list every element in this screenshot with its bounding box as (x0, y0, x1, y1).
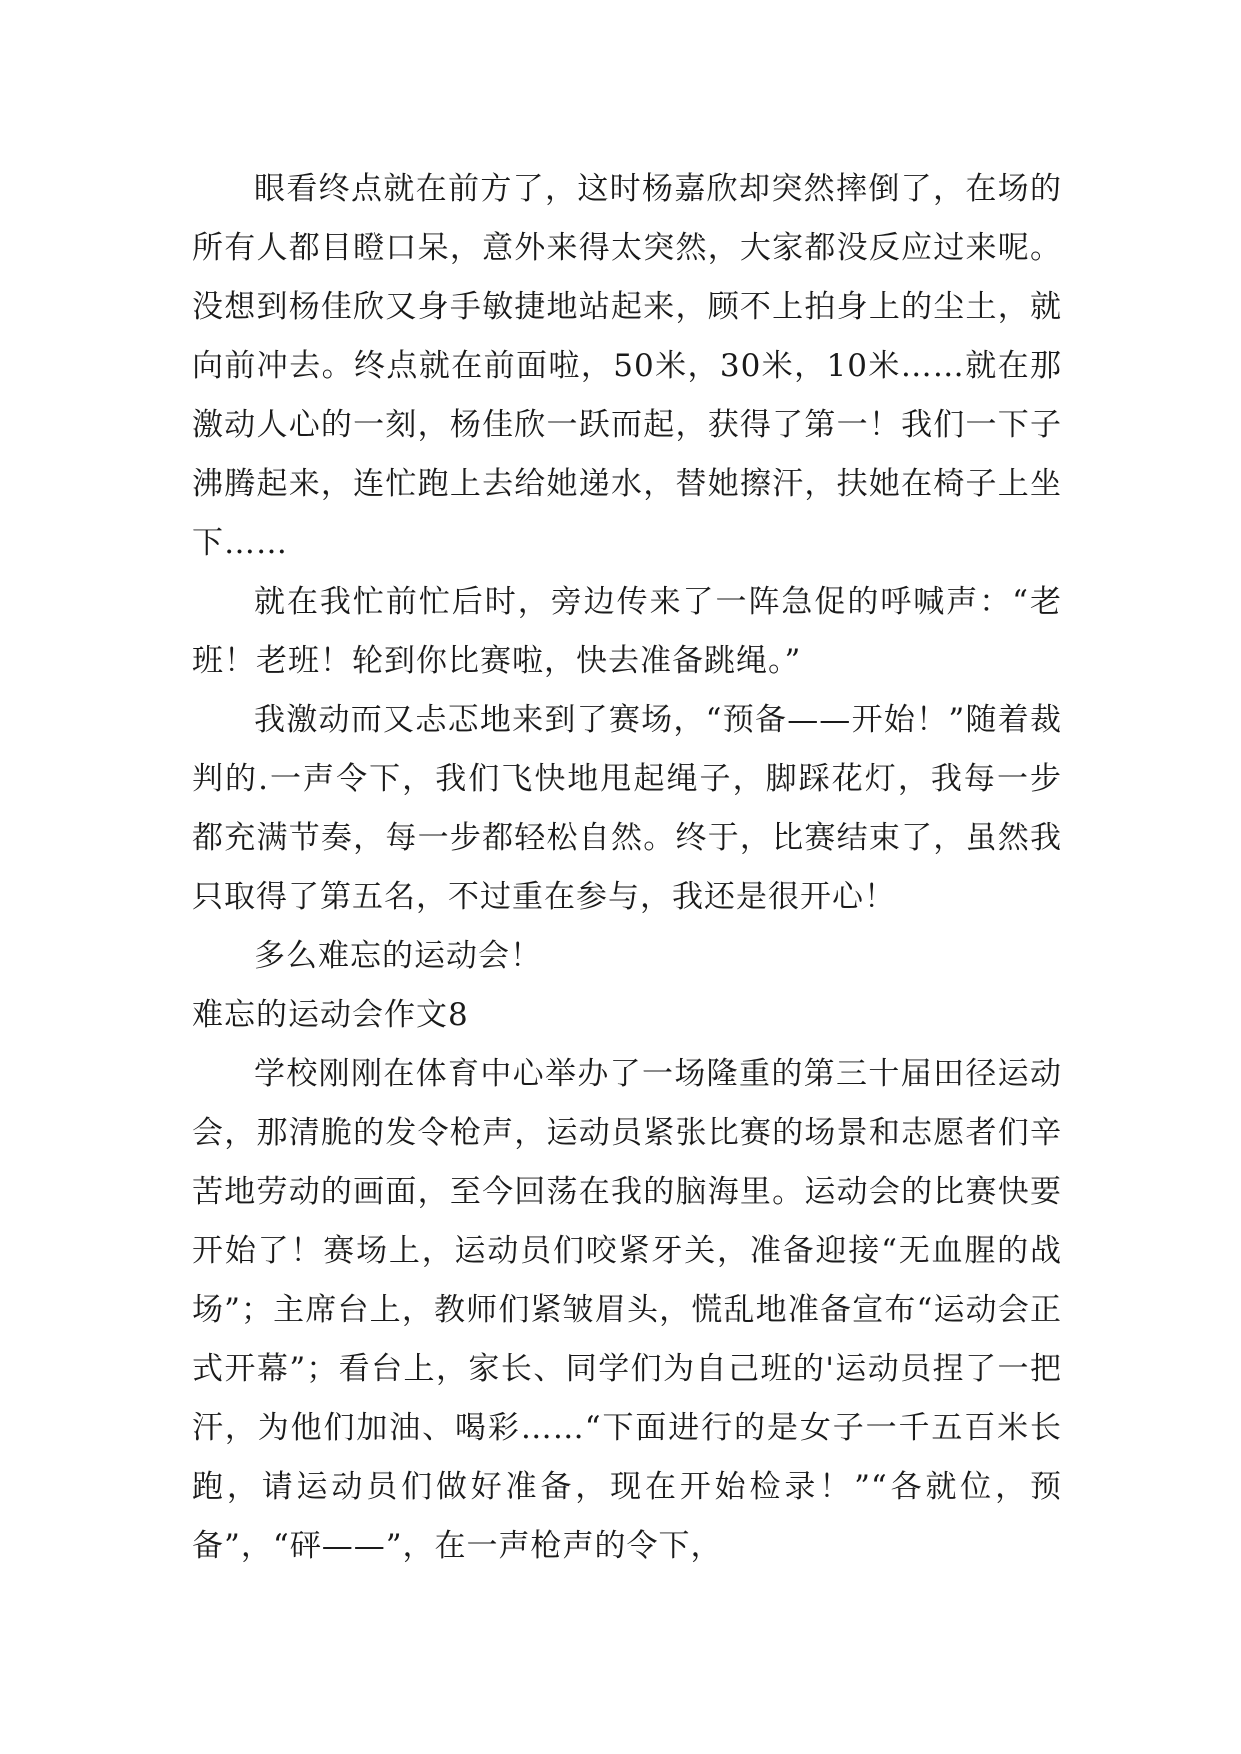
paragraph-rope-skipping: 我激动而又忐忑地来到了赛场，“预备——开始！”随着裁判的.一声令下，我们飞快地甩起绳子，脚踩花灯，我每一步都充满节奏，每一步都轻松自然。终于，比赛结束了，虽然我只取得了第五名，不过重在参与，我还是很开心！ (192, 702, 1062, 915)
document-body (192, 160, 1062, 1576)
paragraph-closing-line: 多么难忘的运动会！ (254, 938, 542, 974)
section-title: 难忘的运动会作文8 (192, 997, 469, 1033)
paragraph-race-finish: 眼看终点就在前方了，这时杨嘉欣却突然摔倒了，在场的所有人都目瞪口呆，意外来得太突然，大家都没反应过来呢。没想到杨佳欣又身手敏捷地站起来，顾不上拍身上的尘土，就向前冲去。终点就在前面啦，50米，30米，10米……就在那激动人心的一刻，杨佳欣一跃而起，获得了第一！我们一下子沸腾起来，连忙跑上去给她递水，替她擦汗，扶她在椅子上坐下…… (192, 171, 1062, 561)
paragraph-essay-8-opening: 学校刚刚在体育中心举办了一场隆重的第三十届田径运动会，那清脆的发令枪声，运动员紧张比赛的场景和志愿者们辛苦地劳动的画面，至今回荡在我的脑海里。运动会的比赛快要开始了！赛场上，运动员们咬紧牙关，准备迎接“无血腥的战场”；主席台上，教师们紧皱眉头，慌乱地准备宣布“运动会正式开幕”；看台上，家长、同学们为自己班的'运动员捏了一把汗，为他们加油、喝彩……“下面进行的是女子一千五百米长跑，请运动员们做好准备，现在开始检录！”“各就位，预备”，“砰——”，在一声枪声的令下， (192, 1056, 1062, 1564)
paragraph-called-to-compete: 就在我忙前忙后时，旁边传来了一阵急促的呼喊声：“老班！老班！轮到你比赛啦，快去准备跳绳。” (192, 584, 1062, 679)
